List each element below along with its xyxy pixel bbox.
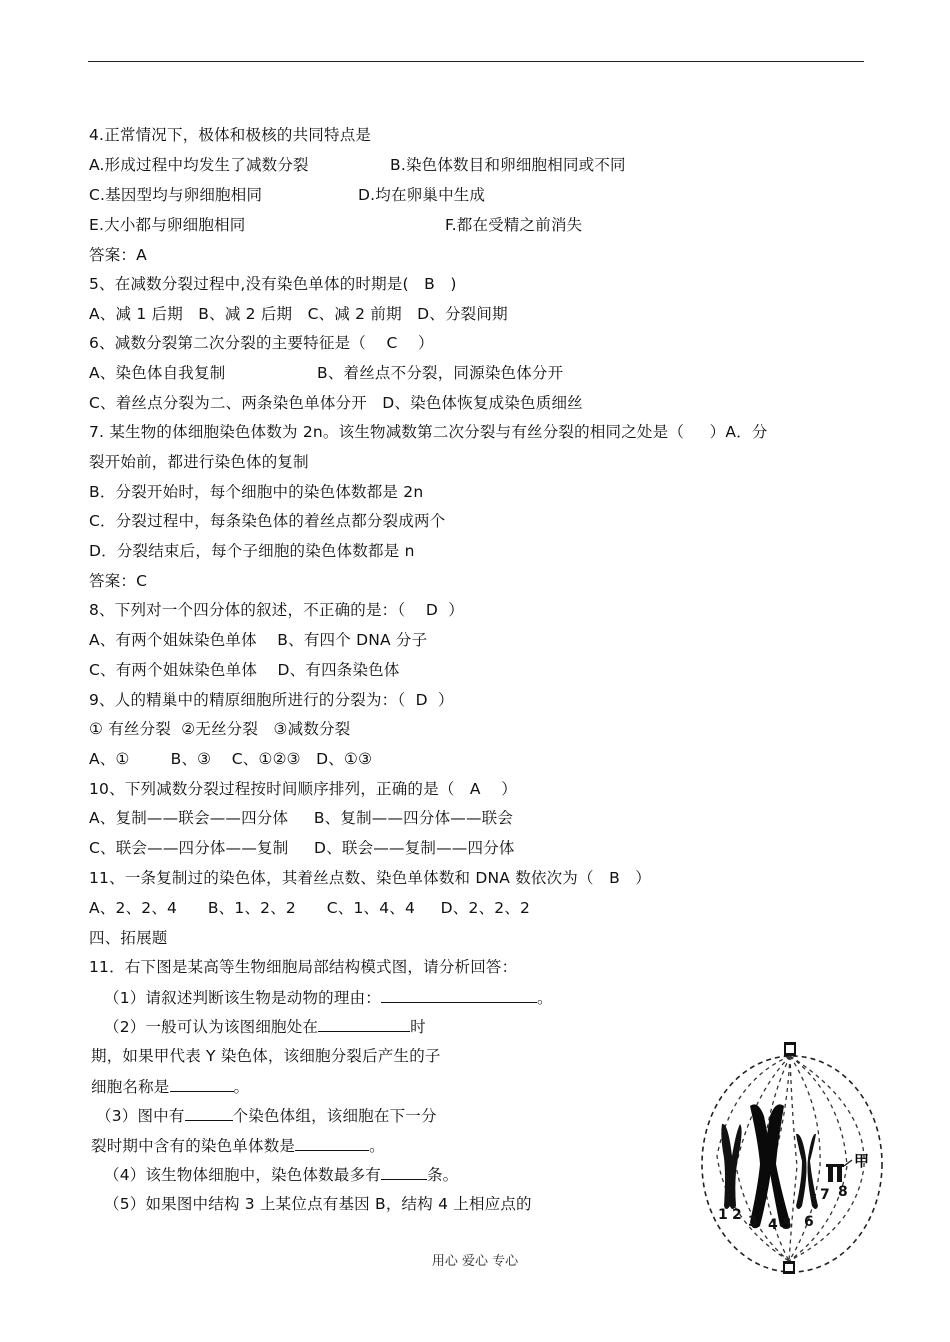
q6-stem: 6、减数分裂第二次分裂的主要特征是（ C ）: [89, 334, 434, 352]
chromosome-7-8: [826, 1164, 844, 1182]
section-heading: 四、拓展题: [89, 929, 168, 947]
answer-blank-6[interactable]: [381, 1164, 427, 1180]
part2-line: [104, 1016, 426, 1037]
q7-answer: 答案：C: [89, 572, 148, 590]
q7-option-b: B．分裂开始时，每个细胞中的染色体数都是 2n: [89, 483, 424, 501]
q4-option-d: D.均在卵巢中生成: [358, 186, 486, 204]
part1-line: [104, 987, 553, 1008]
q11-options: A、2、2、4 B、1、2、2 C、1、4、4 D、2、2、2: [89, 899, 531, 917]
label-1: 1: [718, 1207, 728, 1223]
label-2: 2: [732, 1207, 742, 1223]
q9-options: A、① B、③ C、①②③ D、①③: [89, 750, 373, 768]
extension-intro: 11．右下图是某高等生物细胞局部结构模式图，请分析回答：: [89, 958, 518, 976]
label-6: 6: [804, 1214, 814, 1230]
q4-stem: 4.正常情况下，极体和极核的共同特点是: [89, 126, 372, 144]
part2-after-blank: 时: [410, 1018, 426, 1036]
q8-options-ab: A、有两个姐妹染色单体 B、有四个 DNA 分子: [89, 631, 428, 649]
answer-blank-1[interactable]: [381, 987, 537, 1003]
q6-option-a: A、染色体自我复制: [89, 364, 226, 382]
part4-end: 条。: [426, 1166, 459, 1184]
q6-option-b: B、着丝点不分裂，同源染色体分开: [317, 364, 564, 382]
answer-blank-2[interactable]: [318, 1016, 410, 1032]
part2-cell-name-text: 细胞名称是: [91, 1078, 170, 1096]
part2-end: 。: [233, 1078, 250, 1096]
q11-stem: 11、一条复制过的染色体，其着丝点数、染色单体数和 DNA 数依次为（ B ）: [89, 869, 652, 887]
part2-text: （2）一般可认为该图细胞处在: [104, 1018, 319, 1036]
answer-blank-3[interactable]: [170, 1076, 234, 1092]
chromosome-3-4: [750, 1104, 790, 1228]
q5-stem: 5、在减数分裂过程中,没有染色单体的时期是( B ): [89, 275, 457, 293]
q4-option-f: F.都在受精之前消失: [445, 216, 583, 234]
label-jia: 甲: [854, 1152, 870, 1170]
q6-options-cd: C、着丝点分裂为二、两条染色单体分开 D、染色体恢复成染色质细丝: [89, 394, 583, 412]
part1-text: （1）请叙述判断该生物是动物的理由：: [104, 989, 381, 1007]
q10-stem: 10、下列减数分裂过程按时间顺序排列，正确的是（ A ）: [89, 780, 517, 798]
answer-blank-5[interactable]: [295, 1135, 369, 1151]
label-7: 7: [820, 1187, 830, 1203]
q8-stem: 8、下列对一个四分体的叙述，不正确的是：（ D ）: [89, 601, 464, 619]
q5-options: A、减 1 后期 B、减 2 后期 C、减 2 前期 D、分裂间期: [89, 305, 508, 323]
q10-options-ab: A、复制——联会——四分体 B、复制——四分体——联会: [89, 809, 514, 827]
part4-line: [104, 1164, 458, 1185]
q9-items: ① 有丝分裂 ②无丝分裂 ③减数分裂: [89, 720, 351, 738]
page-footer: 用心 爱心 专心: [431, 1254, 519, 1269]
q8-options-cd: C、有两个姐妹染色单体 D、有四条染色体: [89, 661, 400, 679]
answer-blank-4[interactable]: [185, 1105, 233, 1121]
q9-stem: 9、人的精巢中的精原细胞所进行的分裂为：（ D ）: [89, 691, 454, 709]
q4-option-e: E.大小都与卵细胞相同: [89, 216, 246, 234]
part3-end: 。: [369, 1137, 385, 1155]
q10-options-cd: C、联会——四分体——复制 D、联会——复制——四分体: [89, 839, 515, 857]
q7-stem-line1: 7. 某生物的体细胞染色体数为 2n。该生物减数第二次分裂与有丝分裂的相同之处是（ ）A．分: [89, 423, 768, 441]
part3-text: （3）图中有: [96, 1107, 185, 1125]
chromosome-1-2: [721, 1124, 741, 1209]
part3-chromatid-text: 裂时期中含有的染色单体数是: [91, 1137, 296, 1155]
part3-line: [96, 1105, 437, 1126]
q4-answer: 答案：A: [89, 246, 147, 264]
part3-after-blank: 个染色体组，该细胞在下一分: [232, 1107, 437, 1125]
q4-option-a: A.形成过程中均发生了减数分裂: [89, 156, 309, 174]
chromosome-5-6: [796, 1134, 818, 1209]
part2-continued: 期，如果甲代表 Y 染色体，该细胞分裂后产生的子: [91, 1047, 441, 1065]
label-3: 3: [748, 1214, 758, 1230]
label-8: 8: [838, 1184, 848, 1200]
part5-line: （5）如果图中结构 3 上某位点有基因 B，结构 4 上相应点的: [104, 1195, 532, 1213]
label-4: 4: [768, 1217, 778, 1233]
q7-stem-line2: 裂开始前，都进行染色体的复制: [89, 453, 309, 471]
q7-option-c: C．分裂过程中，每条染色体的着丝点都分裂成两个: [89, 512, 446, 530]
label-5: 5: [782, 1217, 792, 1233]
q7-option-d: D．分裂结束后，每个子细胞的染色体数都是 n: [89, 542, 415, 560]
part1-end: 。: [536, 989, 553, 1007]
q4-option-c: C.基因型均与卵细胞相同: [89, 186, 263, 204]
q4-option-b: B.染色体数目和卵细胞相同或不同: [390, 156, 626, 174]
part3-line2: [91, 1135, 385, 1156]
header-rule: [88, 61, 864, 62]
cell-diagram: [692, 1036, 892, 1281]
part2-line3: [91, 1076, 249, 1097]
part4-text: （4）该生物体细胞中，染色体数最多有: [104, 1166, 381, 1184]
